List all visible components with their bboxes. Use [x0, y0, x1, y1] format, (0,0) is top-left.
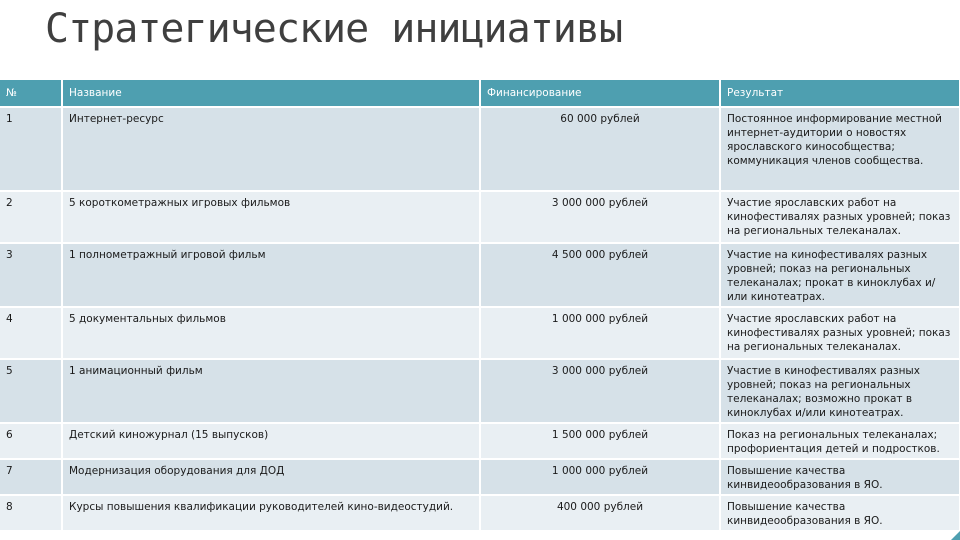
cell-result: Повышение качества кинвидеообразования в ЯО. — [720, 495, 960, 531]
table-row — [0, 495, 960, 531]
cell-name: 5 документальных фильмов — [62, 307, 480, 359]
cell-result: Участие ярославских работ на кинофестивалях разных уровней; показ на региональных телеканалах. — [720, 191, 960, 243]
cell-number: 4 — [0, 307, 62, 359]
column-header-result: Результат — [720, 80, 960, 107]
cell-funding: 1 000 000 рублей — [480, 307, 720, 359]
cell-result: Участие ярославских работ на кинофестивалях разных уровней; показ на региональных телеканалах. — [720, 307, 960, 359]
cell-funding: 1 500 000 рублей — [480, 423, 720, 459]
column-header-funding: Финансирование — [480, 80, 720, 107]
cell-name: Модернизация оборудования для ДОД — [62, 459, 480, 495]
cell-name: 5 короткометражных игровых фильмов — [62, 191, 480, 243]
cell-name: 1 полнометражный игровой фильм — [62, 243, 480, 307]
cell-funding: 1 000 000 рублей — [480, 459, 720, 495]
corner-triangle-decoration — [951, 531, 960, 540]
cell-funding: 4 500 000 рублей — [480, 243, 720, 307]
table-row — [0, 359, 960, 423]
column-header-name: Название — [62, 80, 480, 107]
cell-funding: 3 000 000 рублей — [480, 359, 720, 423]
cell-funding: 60 000 рублей — [480, 107, 720, 191]
table-row — [0, 307, 960, 359]
table-row — [0, 243, 960, 307]
cell-result: Повышение качества кинвидеообразования в ЯО. — [720, 459, 960, 495]
table-row — [0, 459, 960, 495]
cell-result: Участие на кинофестивалях разных уровней; показ на региональных телеканалах; прокат в киноклубах и/или кинотеатрах. — [720, 243, 960, 307]
cell-name: Детский киножурнал (15 выпусков) — [62, 423, 480, 459]
cell-funding: 400 000 рублей — [480, 495, 720, 531]
table-row — [0, 107, 960, 191]
cell-number: 5 — [0, 359, 62, 423]
table-row — [0, 191, 960, 243]
cell-number: 7 — [0, 459, 62, 495]
cell-result: Участие в кинофестивалях разных уровней; показ на региональных телеканалах; возможно прокат в киноклубах и/или кинотеатрах. — [720, 359, 960, 423]
cell-funding: 3 000 000 рублей — [480, 191, 720, 243]
cell-number: 1 — [0, 107, 62, 191]
cell-result: Постоянное информирование местной интернет-аудитории о новостях ярославского кинособщества; коммуникация членов сообщества. — [720, 107, 960, 191]
cell-number: 8 — [0, 495, 62, 531]
cell-result: Показ на региональных телеканалах; профориентация детей и подростков. — [720, 423, 960, 459]
table-row — [0, 423, 960, 459]
slide-title: Стратегические инициативы — [45, 6, 623, 52]
cell-number: 2 — [0, 191, 62, 243]
table-header-row — [0, 80, 960, 107]
cell-number: 3 — [0, 243, 62, 307]
cell-name: Интернет-ресурс — [62, 107, 480, 191]
cell-name: Курсы повышения квалификации руководителей кино-видеостудий. — [62, 495, 480, 531]
cell-name: 1 анимационный фильм — [62, 359, 480, 423]
column-header-number: № — [0, 80, 62, 107]
initiatives-table — [0, 80, 960, 532]
cell-number: 6 — [0, 423, 62, 459]
